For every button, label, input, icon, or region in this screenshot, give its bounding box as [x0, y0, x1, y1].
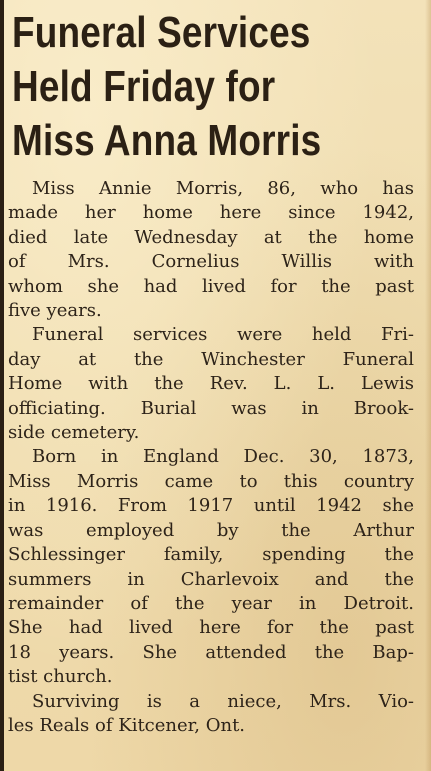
headline-line: Miss Anna Morris: [12, 116, 322, 165]
headline-line: Held Friday for: [12, 62, 276, 111]
text-line: les Reals of Kitcener, Ont.: [8, 714, 246, 736]
text-line: Miss Morris came to this country: [8, 470, 414, 492]
column-rule: [0, 0, 4, 771]
headline-line: Funeral Services: [12, 8, 311, 57]
paragraph-biography: [8, 445, 414, 689]
text-line: Home with the Rev. L. L. Lewis: [8, 373, 414, 395]
text-line: Born in England Dec. 30, 1873,: [32, 446, 414, 468]
text-line: Surviving is a niece, Mrs. Vio-: [32, 690, 414, 712]
text-line: of Mrs. Cornelius Willis with: [8, 251, 414, 273]
article-body: [8, 177, 414, 738]
text-line: remainder of the year in Detroit.: [8, 592, 414, 614]
headline: [12, 6, 358, 168]
text-line: side cemetery.: [8, 422, 140, 444]
text-line: died late Wednesday at the home: [8, 226, 414, 248]
paragraph-survivors: [8, 690, 414, 739]
text-line: Schlessinger family, spending the: [8, 544, 414, 566]
text-line: Miss Annie Morris, 86, who has: [32, 178, 414, 199]
text-line: day at the Winchester Funeral: [8, 348, 414, 370]
text-line: made her home here since 1942,: [8, 202, 414, 224]
paragraph-funeral-services: [8, 323, 414, 445]
text-line: five years.: [8, 300, 102, 322]
text-line: in 1916. From 1917 until 1942 she: [8, 495, 414, 517]
text-line: was employed by the Arthur: [8, 519, 414, 541]
text-line: whom she had lived for the past: [8, 275, 414, 297]
text-line: 18 years. She attended the Bap-: [8, 641, 414, 663]
text-line: She had lived here for the past: [8, 617, 414, 639]
text-line: tist church.: [8, 666, 113, 688]
text-line: summers in Charlevoix and the: [8, 568, 414, 590]
paper-edge: [425, 0, 431, 771]
paragraph-obituary-intro: [8, 177, 414, 323]
text-line: officiating. Burial was in Brook-: [8, 397, 414, 419]
text-line: Funeral services were held Fri-: [32, 324, 414, 346]
